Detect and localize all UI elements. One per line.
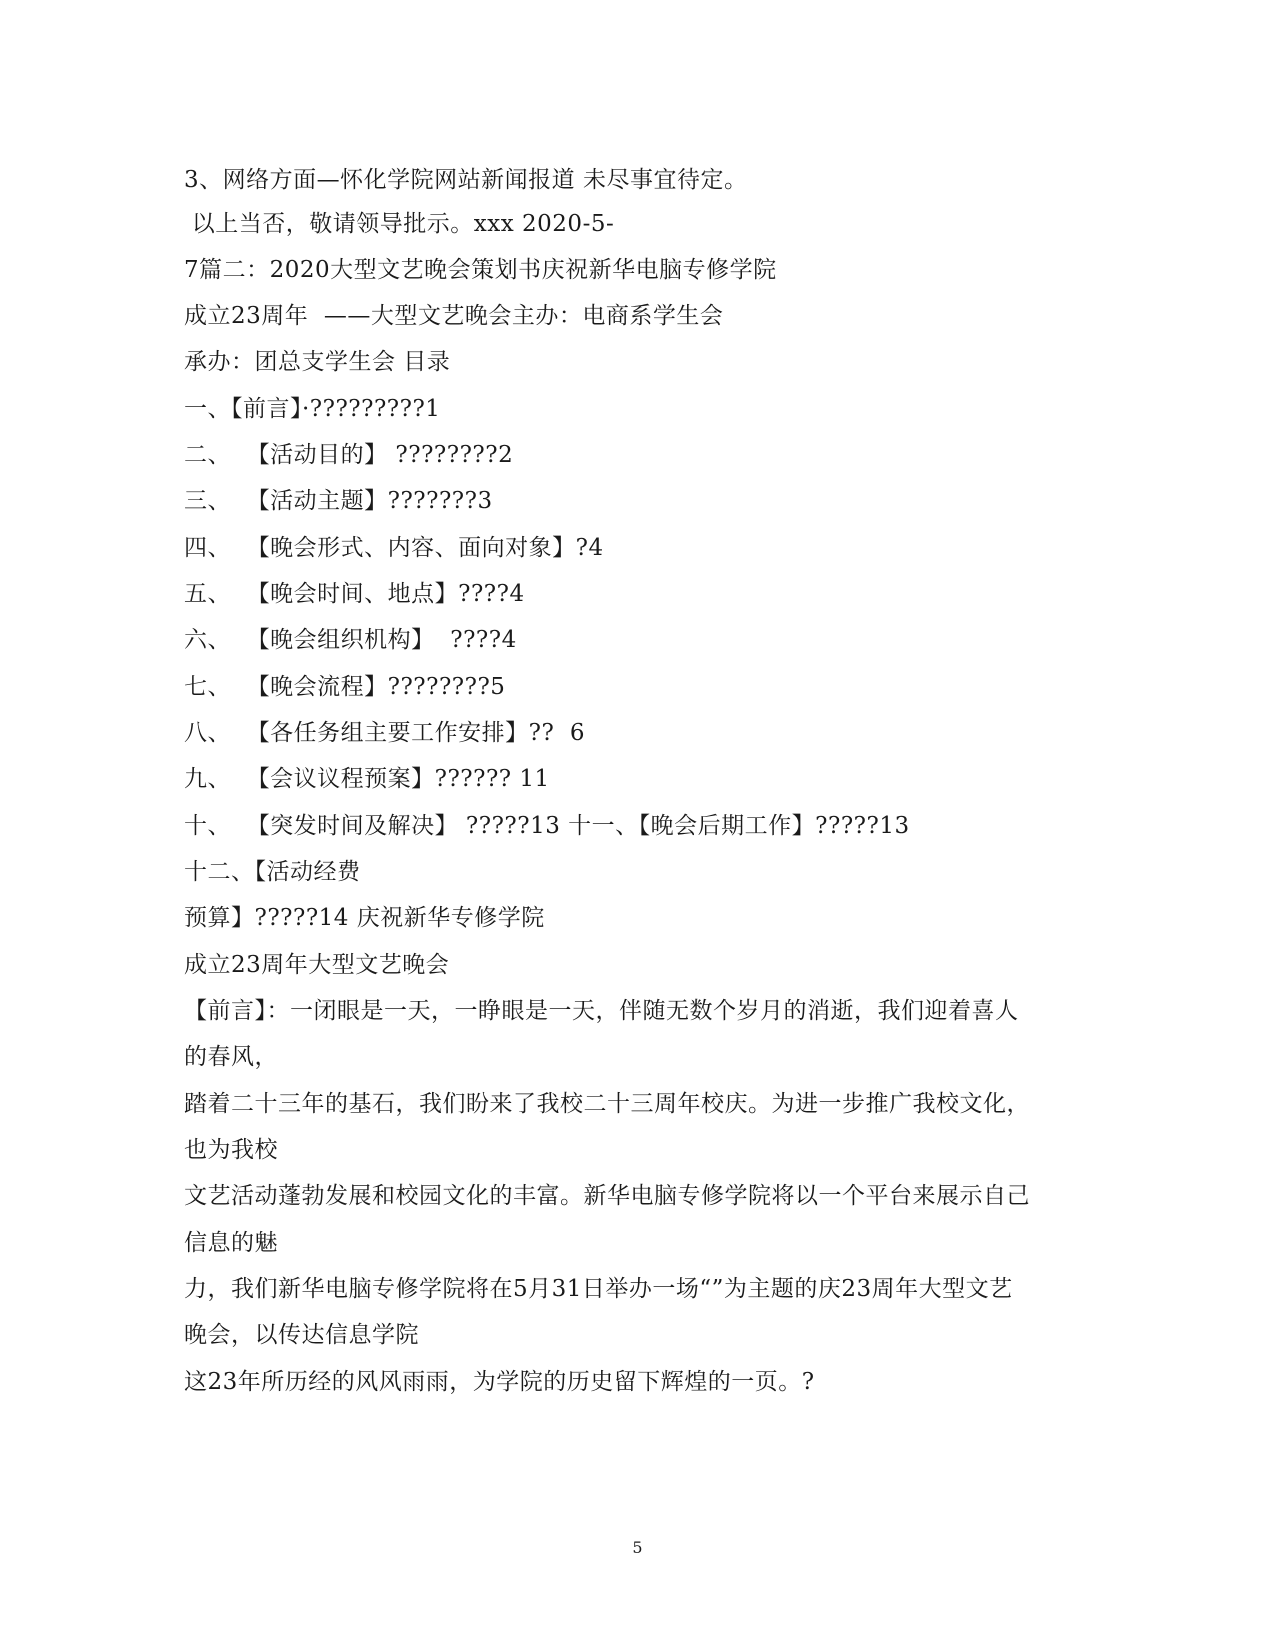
paragraph-line: 信息的魅	[184, 1230, 278, 1256]
paragraph-line: 的春风，	[184, 1044, 278, 1070]
paragraph-line: 踏着二十三年的基石，我们盼来了我校二十三周年校庆。为进一步推广我校文化，	[184, 1091, 1030, 1117]
page-number: 5	[632, 1538, 643, 1557]
toc-item: 三、 【活动主题】???????3	[184, 488, 493, 514]
paragraph-line: 力，我们新华电脑专修学院将在5月31日举办一场“”为主题的庆23周年大型文艺	[184, 1276, 1013, 1302]
toc-item: 四、 【晚会形式、内容、面向对象】?4	[184, 535, 604, 561]
toc-item: 二、 【活动目的】 ????????2	[184, 442, 514, 468]
toc-item: 九、 【会议议程预案】?????? 11	[184, 766, 550, 792]
toc-item: 七、 【晚会流程】????????5	[184, 674, 506, 700]
toc-item: 十二、【活动经费	[184, 859, 361, 885]
text-line: 成立23周年 ——大型文艺晚会主办：电商系学生会	[184, 303, 724, 329]
text-line: 预算】?????14 庆祝新华专修学院	[184, 905, 545, 931]
paragraph-line: 这23年所历经的风风雨雨，为学院的历史留下辉煌的一页。?	[184, 1369, 815, 1395]
paragraph-line: 文艺活动蓬勃发展和校园文化的丰富。新华电脑专修学院将以一个平台来展示自己	[184, 1183, 1030, 1209]
toc-item: 五、 【晚会时间、地点】????4	[184, 581, 525, 607]
paragraph-line: 【前言】：一闭眼是一天，一睁眼是一天，伴随无数个岁月的消逝，我们迎着喜人	[184, 998, 1019, 1024]
text-line: 成立23周年大型文艺晚会	[184, 952, 450, 978]
text-line: 承办：团总支学生会 目录	[184, 349, 451, 375]
text-line: 7篇二：2020大型文艺晚会策划书庆祝新华电脑专修学院	[184, 257, 777, 283]
toc-item: 一、【前言】·?????????1	[184, 396, 441, 422]
paragraph-line: 晚会，以传达信息学院	[184, 1322, 419, 1348]
toc-item: 六、 【晚会组织机构】 ????4	[184, 627, 517, 653]
toc-item: 十、 【突发时间及解决】 ?????13 十一、【晚会后期工作】?????13	[184, 813, 910, 839]
text-line: 以上当否，敬请领导批示。xxx 2020-5-	[184, 211, 615, 237]
text-line: 3、网络方面—怀化学院网站新闻报道 未尽事宜待定。	[184, 167, 748, 193]
paragraph-line: 也为我校	[184, 1137, 278, 1163]
toc-item: 八、 【各任务组主要工作安排】?? 6	[184, 720, 586, 746]
